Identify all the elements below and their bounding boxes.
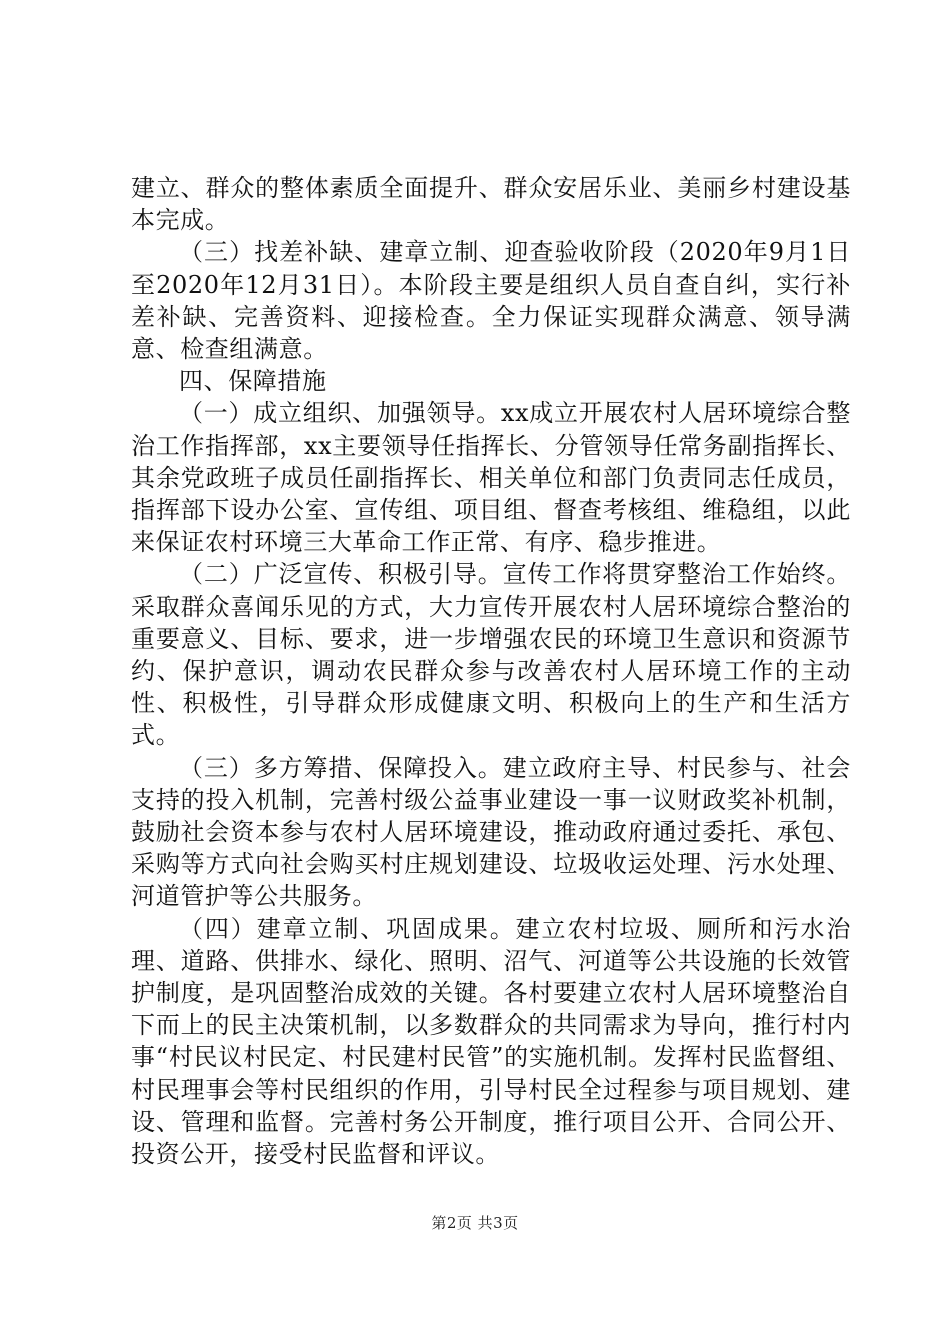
paragraph-continuation: 建立、群众的整体素质全面提升、群众安居乐业、美丽乡村建设基本完成。 (131, 174, 851, 235)
page-footer: 第2页 共3页 (431, 1214, 519, 1232)
paragraph-publicity: （二）广泛宣传、积极引导。宣传工作将贯穿整治工作始终。采取群众喜闻乐见的方式，大力宣传开展农村人居环境综合整治的重要意义、目标、要求，进一步增强农民的环境卫生意识和资源节约、保护意识，调动农民群众参与改善农村人居环境工作的主动性、积极性，引导群众形成健康文明、积极向上的生产和生活方式。 (131, 560, 851, 750)
paragraph-regulations: （四）建章立制、巩固成果。建立农村垃圾、厕所和污水治理、道路、供排水、绿化、照明、沼气、河道等公共设施的长效管护制度，是巩固整治成效的关键。各村要建立农村人居环境整治自下而上的民主决策机制，以多数群众的共同需求为导向，推行村内事“村民议村民定、村民建村民管”的实施机制。发挥村民监督组、村民理事会等村民组织的作用，引导村民全过程参与项目规划、建设、管理和监督。完善村务公开制度，推行项目公开、合同公开、投资公开，接受村民监督和评议。 (131, 914, 851, 1169)
paragraph-stage-three: （三）找差补缺、建章立制、迎查验收阶段（2020年9月1日至2020年12月31日）。本阶段主要是组织人员自查自纠，实行补差补缺、完善资料、迎接检查。全力保证实现群众满意、领导满意、检查组满意。 (131, 238, 851, 364)
document-body (131, 172, 851, 1170)
paragraph-funding: （三）多方筹措、保障投入。建立政府主导、村民参与、社会支持的投入机制，完善村级公益事业建设一事一议财政奖补机制，鼓励社会资本参与农村人居环境建设，推动政府通过委托、承包、采购等方式向社会购买村庄规划建设、垃圾收运处理、污水处理、河道管护等公共服务。 (131, 753, 851, 911)
section-heading-safeguards: 四、保障措施 (179, 367, 327, 396)
paragraph-organization: （一）成立组织、加强领导。xx成立开展农村人居环境综合整治工作指挥部，xx主要领导任指挥长、分管领导任常务副指挥长、其余党政班子成员任副指挥长、相关单位和部门负责同志任成员，指挥部下设办公室、宣传组、项目组、督查考核组、维稳组，以此来保证农村环境三大革命工作正常、有序、稳步推进。 (131, 399, 851, 557)
